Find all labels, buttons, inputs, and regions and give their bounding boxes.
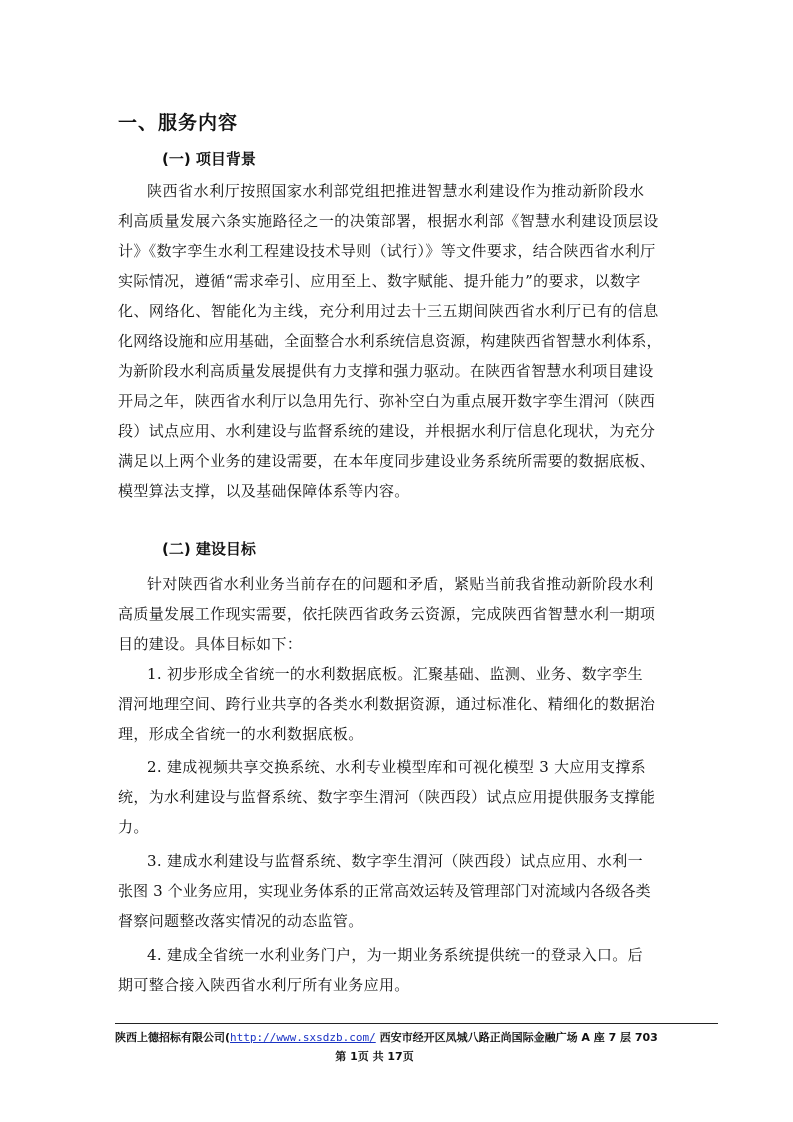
goal-item-line: 统，为水利建设与监督系统、数字孪生渭河（陕西段）试点应用提供服务支撑能 bbox=[118, 788, 656, 806]
page-number: 第 1页 共 17页 bbox=[335, 1050, 414, 1063]
goal-item-line: 张图 3 个业务应用，实现业务体系的正常高效运转及管理部门对流域内各级各类 bbox=[118, 882, 651, 900]
paragraph-line: 为新阶段水利高质量发展提供有力支撑和强力驱动。在陕西省智慧水利项目建设 bbox=[118, 362, 654, 380]
goal-item-line: 4. 建成全省统一水利业务门户，为一期业务系统提供统一的登录入口。后 bbox=[147, 946, 643, 964]
paragraph-line: 针对陕西省水利业务当前存在的问题和矛盾，紧贴当前我省推动新阶段水利 bbox=[147, 575, 654, 593]
goal-item-line: 期可整合接入陕西省水利厅所有业务应用。 bbox=[118, 976, 410, 994]
footer-divider bbox=[115, 1023, 718, 1024]
footer-info bbox=[115, 1029, 658, 1045]
paragraph-line: 目的建设。具体目标如下： bbox=[118, 635, 303, 653]
paragraph-line: 陕西省水利厅按照国家水利部党组把推进智慧水利建设作为推动新阶段水 bbox=[147, 182, 645, 200]
goal-item-line: 力。 bbox=[118, 818, 149, 836]
footer-website-link[interactable]: http://www.sxsdzb.com/ bbox=[230, 1031, 376, 1044]
paragraph-line: 段）试点应用、水利建设与监督系统的建设，并根据水利厅信息化现状，为充分 bbox=[118, 422, 656, 440]
paragraph-line: 利高质量发展六条实施路径之一的决策部署，根据水利部《智慧水利建设顶层设 bbox=[118, 212, 659, 230]
paragraph-line: 化、网络化、智能化为主线，充分利用过去十三五期间陕西省水利厅已有的信息 bbox=[118, 302, 659, 320]
paragraph-line: 满足以上两个业务的建设需要，在本年度同步建设业务系统所需要的数据底板、 bbox=[118, 452, 656, 470]
paragraph-line: 高质量发展工作现实需要，依托陕西省政务云资源，完成陕西省智慧水利一期项 bbox=[118, 605, 656, 623]
footer-company: 陕西上德招标有限公司( bbox=[115, 1031, 231, 1044]
goal-item-line: 渭河地理空间、跨行业共享的各类水利数据资源，通过标准化、精细化的数据治 bbox=[118, 695, 656, 713]
goal-item-line: 3. 建成水利建设与监督系统、数字孪生渭河（陕西段）试点应用、水利一 bbox=[147, 852, 643, 870]
goal-item-line: 1. 初步形成全省统一的水利数据底板。汇聚基础、监测、业务、数字孪生 bbox=[147, 665, 643, 683]
paragraph-line: 化网络设施和应用基础，全面整合水利系统信息资源，构建陕西省智慧水利体系， bbox=[118, 332, 662, 350]
paragraph-line: 实际情况，遵循“需求牵引、应用至上、数字赋能、提升能力”的要求，以数字 bbox=[118, 272, 641, 290]
goal-item-line: 2. 建成视频共享交换系统、水利专业模型库和可视化模型 3 大应用支撑系 bbox=[147, 758, 646, 776]
subsection-heading-goals: (二) 建设目标 bbox=[162, 540, 256, 558]
subsection-heading-background: (一) 项目背景 bbox=[162, 150, 256, 168]
paragraph-line: 模型算法支撑，以及基础保障体系等内容。 bbox=[118, 482, 410, 500]
goal-item-line: 理，形成全省统一的水利数据底板。 bbox=[118, 725, 364, 743]
paragraph-line: 开局之年，陕西省水利厅以急用先行、弥补空白为重点展开数字孪生渭河（陕西 bbox=[118, 392, 656, 410]
goal-item-line: 督察问题整改落实情况的动态监管。 bbox=[118, 912, 364, 930]
footer-address: 西安市经开区凤城八路正尚国际金融广场 A 座 7 层 703 bbox=[375, 1031, 658, 1044]
paragraph-line: 计》《数字孪生水利工程建设技术导则（试行）》等文件要求，结合陕西省水利厅 bbox=[118, 242, 656, 260]
section-title: 一、服务内容 bbox=[118, 112, 239, 134]
